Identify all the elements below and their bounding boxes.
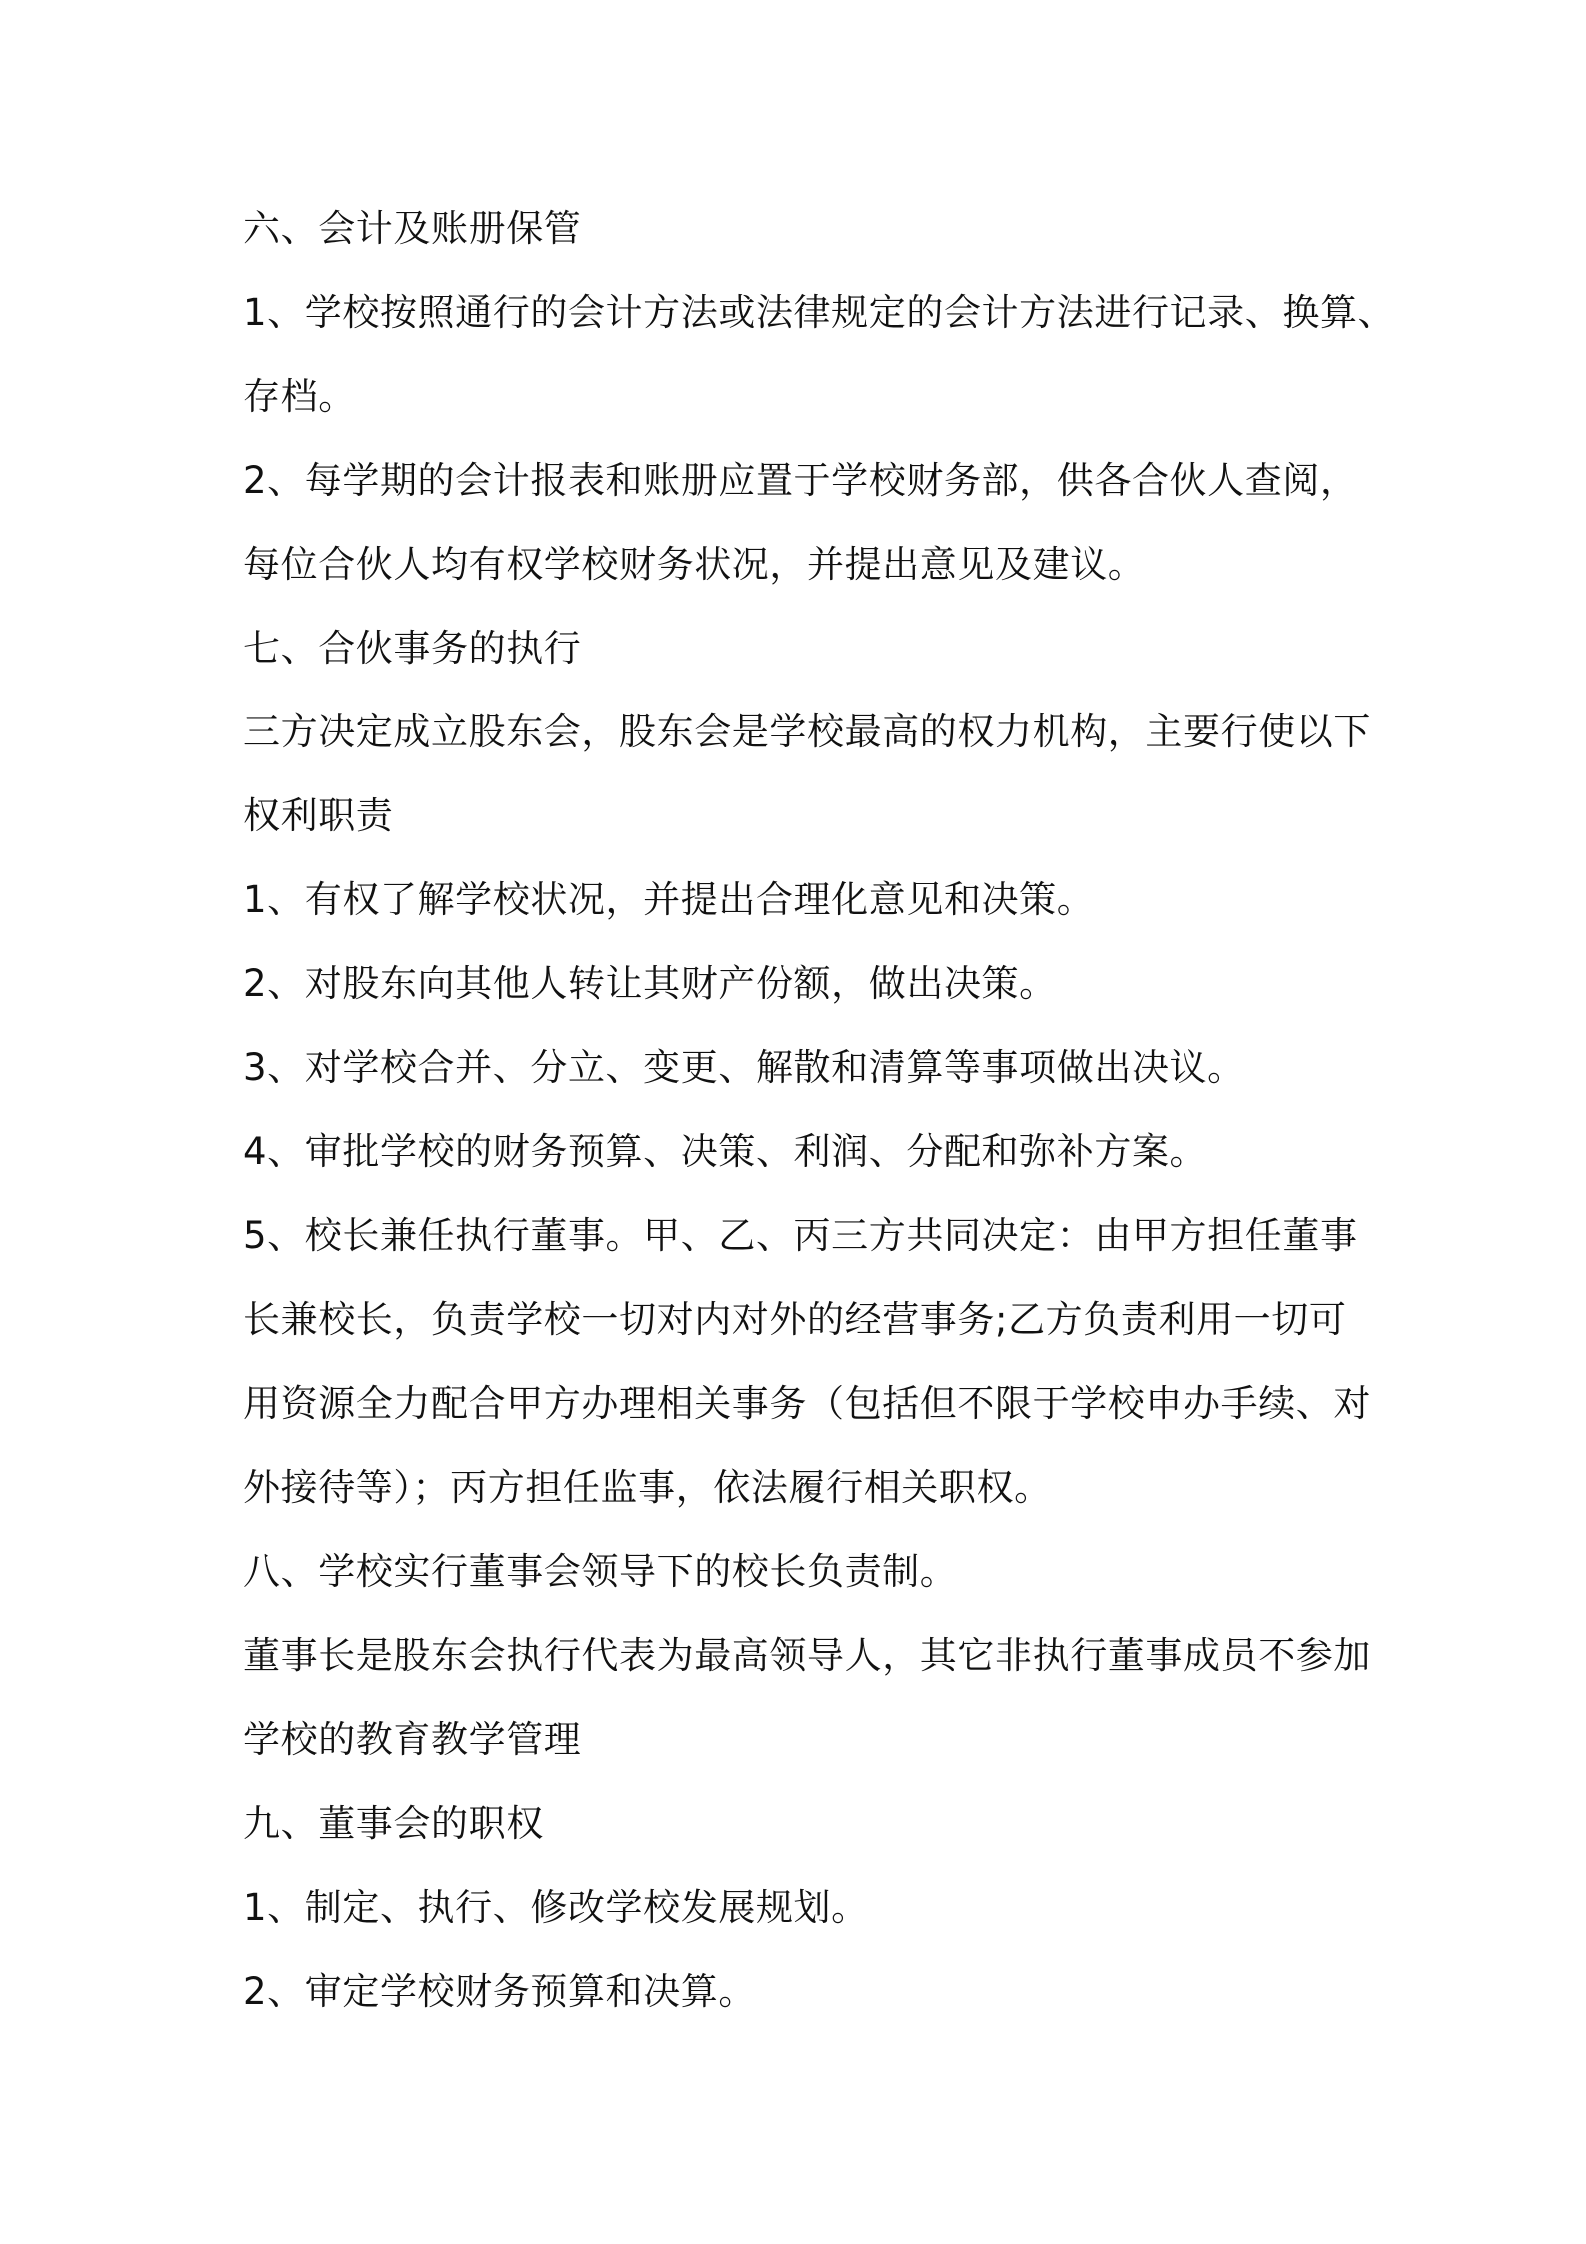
paragraph-line: 2、对股东向其他人转让其财产份额，做出决策。 xyxy=(243,962,1057,1005)
paragraph-line: 4、审批学校的财务预算、决策、利润、分配和弥补方案。 xyxy=(243,1130,1208,1173)
paragraph-line: 存档。 xyxy=(243,375,356,418)
paragraph-line: 2、每学期的会计报表和账册应置于学校财务部，供各合伙人查阅， xyxy=(243,459,1358,502)
paragraph-line: 董事长是股东会执行代表为最高领导人，其它非执行董事成员不参加 xyxy=(243,1634,1371,1677)
paragraph-line: 1、制定、执行、修改学校发展规划。 xyxy=(243,1886,869,1929)
paragraph-line: 学校的教育教学管理 xyxy=(243,1718,582,1761)
paragraph-line: 权利职责 xyxy=(243,794,394,837)
paragraph-line: 长兼校长，负责学校一切对内对外的经营事务;乙方负责利用一切可 xyxy=(243,1298,1347,1341)
section-heading-board-powers: 九、董事会的职权 xyxy=(243,1802,544,1845)
section-heading-principal-system: 八、学校实行董事会领导下的校长负责制。 xyxy=(243,1550,958,1593)
section-heading-partnership-affairs: 七、合伙事务的执行 xyxy=(243,627,582,670)
paragraph-line: 三方决定成立股东会，股东会是学校最高的权力机构，主要行使以下 xyxy=(243,710,1371,753)
section-heading-accounting: 六、会计及账册保管 xyxy=(243,207,582,250)
paragraph-line: 外接待等）；丙方担任监事，依法履行相关职权。 xyxy=(243,1466,1052,1509)
paragraph-line: 用资源全力配合甲方办理相关事务（包括但不限于学校申办手续、对 xyxy=(243,1382,1371,1425)
paragraph-line: 每位合伙人均有权学校财务状况，并提出意见及建议。 xyxy=(243,543,1146,586)
paragraph-line: 3、对学校合并、分立、变更、解散和清算等事项做出决议。 xyxy=(243,1046,1245,1089)
paragraph-line: 1、学校按照通行的会计方法或法律规定的会计方法进行记录、换算、 xyxy=(243,291,1396,334)
paragraph-line: 1、有权了解学校状况，并提出合理化意见和决策。 xyxy=(243,878,1095,921)
paragraph-line: 2、审定学校财务预算和决算。 xyxy=(243,1970,756,2013)
paragraph-line: 5、校长兼任执行董事。甲、乙、丙三方共同决定：由甲方担任董事 xyxy=(243,1214,1358,1257)
